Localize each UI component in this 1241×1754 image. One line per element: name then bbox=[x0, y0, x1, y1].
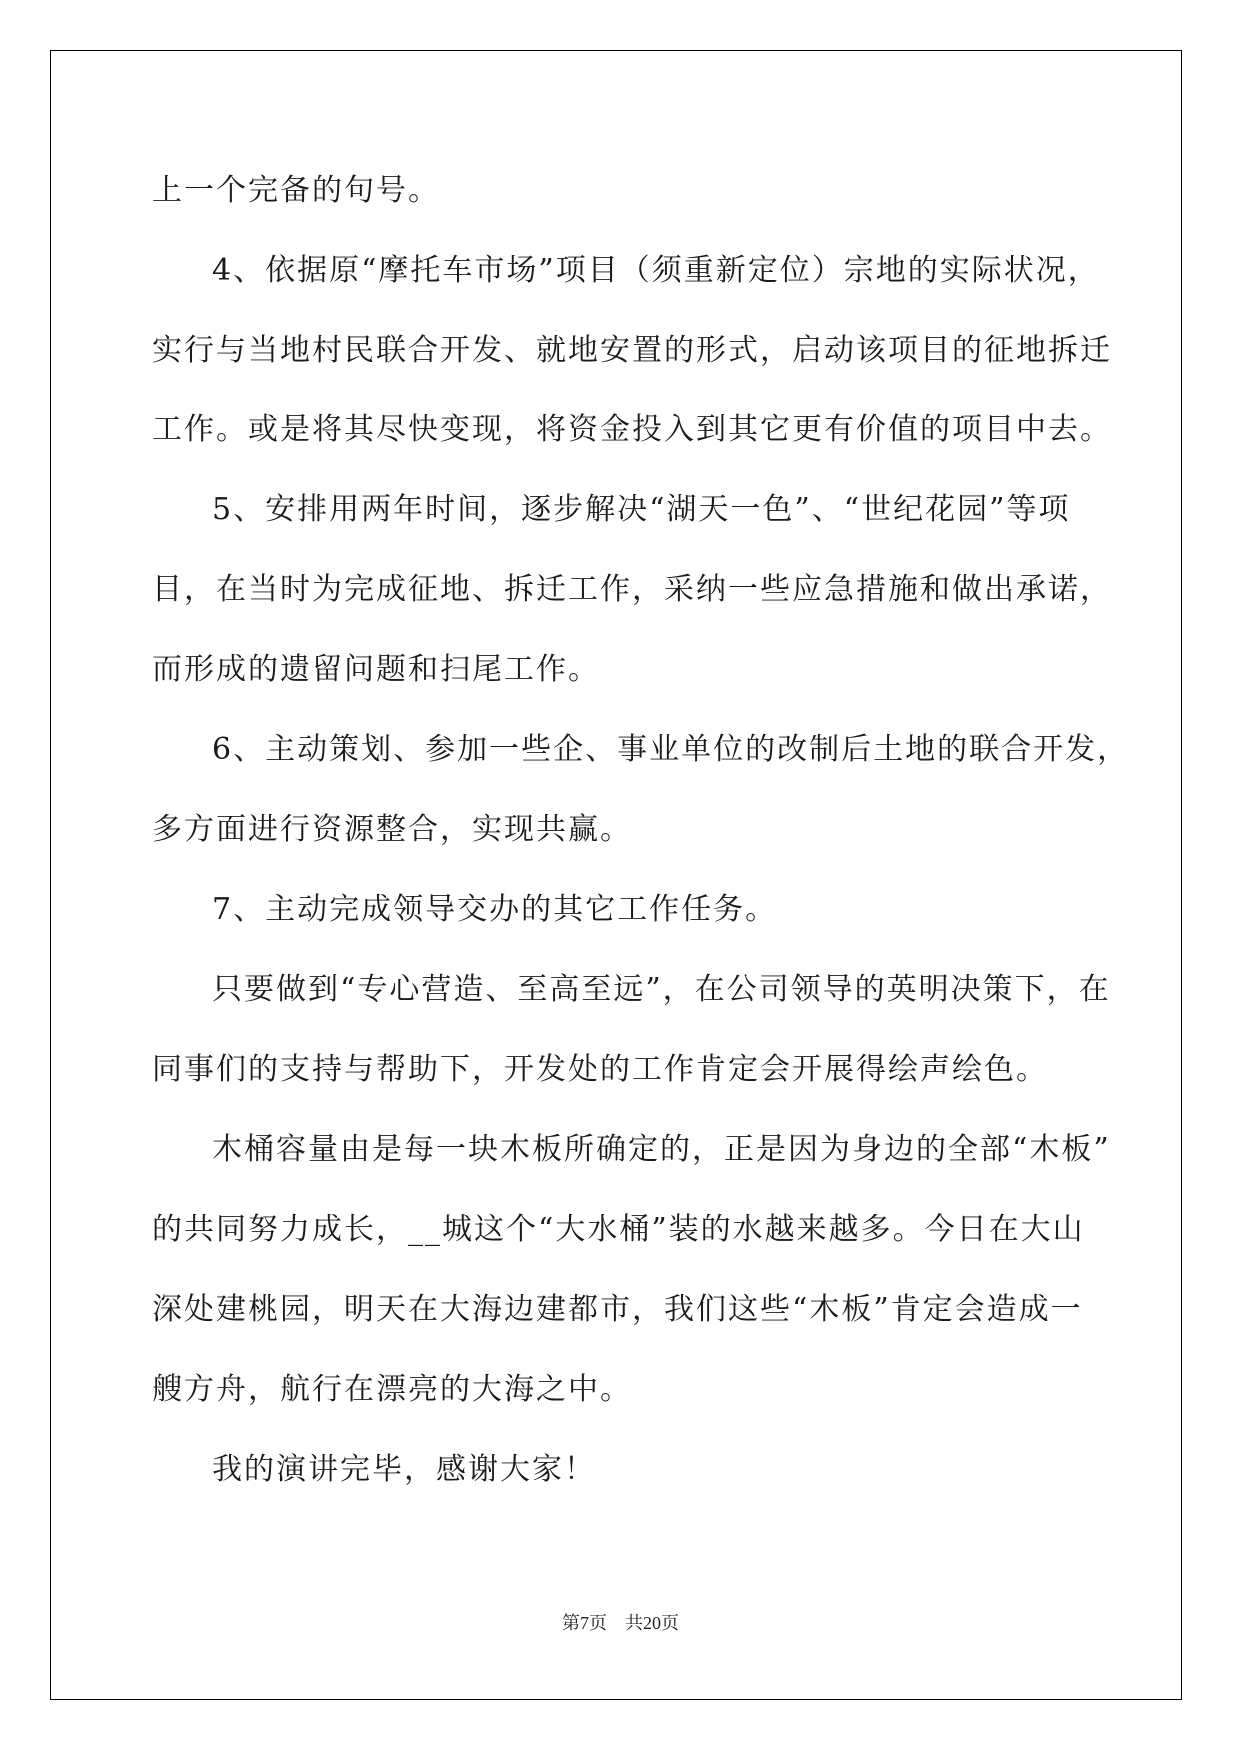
page-number-footer: 第7页 共20页 bbox=[562, 1613, 679, 1633]
paragraph-line: 4、依据原“摩托车市场”项目（须重新定位）宗地的实际状况， bbox=[212, 253, 1100, 288]
paragraph-line: 目，在当时为完成征地、拆迁工作，采纳一些应急措施和做出承诺， bbox=[152, 572, 1112, 607]
paragraph-line: 实行与当地村民联合开发、就地安置的形式，启动该项目的征地拆迁 bbox=[152, 333, 1112, 368]
paragraph-line: 5、安排用两年时间，逐步解决“湖天一色”、“世纪花园”等项 bbox=[212, 492, 1071, 527]
paragraph-line: 上一个完备的句号。 bbox=[152, 173, 440, 208]
paragraph-line: 艘方舟，航行在漂亮的大海之中。 bbox=[152, 1372, 632, 1407]
paragraph-line: 木桶容量由是每一块木板所确定的，正是因为身边的全部“木板” bbox=[212, 1132, 1111, 1167]
paragraph-line: 只要做到“专心营造、至高至远”，在公司领导的英明决策下，在 bbox=[212, 972, 1111, 1007]
paragraph-line: 7、主动完成领导交办的其它工作任务。 bbox=[212, 892, 778, 927]
paragraph-line: 6、主动策划、参加一些企、事业单位的改制后土地的联合开发， bbox=[212, 732, 1130, 767]
paragraph-line: 同事们的支持与帮助下，开发处的工作肯定会开展得绘声绘色。 bbox=[152, 1052, 1048, 1087]
paragraph-line: 工作。或是将其尽快变现，将资金投入到其它更有价值的项目中去。 bbox=[152, 412, 1112, 447]
paragraph-line: 而形成的遗留问题和扫尾工作。 bbox=[152, 652, 600, 687]
paragraph-line: 深处建桃园，明天在大海边建都市，我们这些“木板”肯定会造成一 bbox=[152, 1292, 1083, 1327]
paragraph-line: 多方面进行资源整合，实现共赢。 bbox=[152, 812, 632, 847]
paragraph-line: 我的演讲完毕，感谢大家！ bbox=[212, 1452, 596, 1487]
paragraph-line: 的共同努力成长，__城这个“大水桶”装的水越来越多。今日在大山 bbox=[152, 1212, 1085, 1247]
